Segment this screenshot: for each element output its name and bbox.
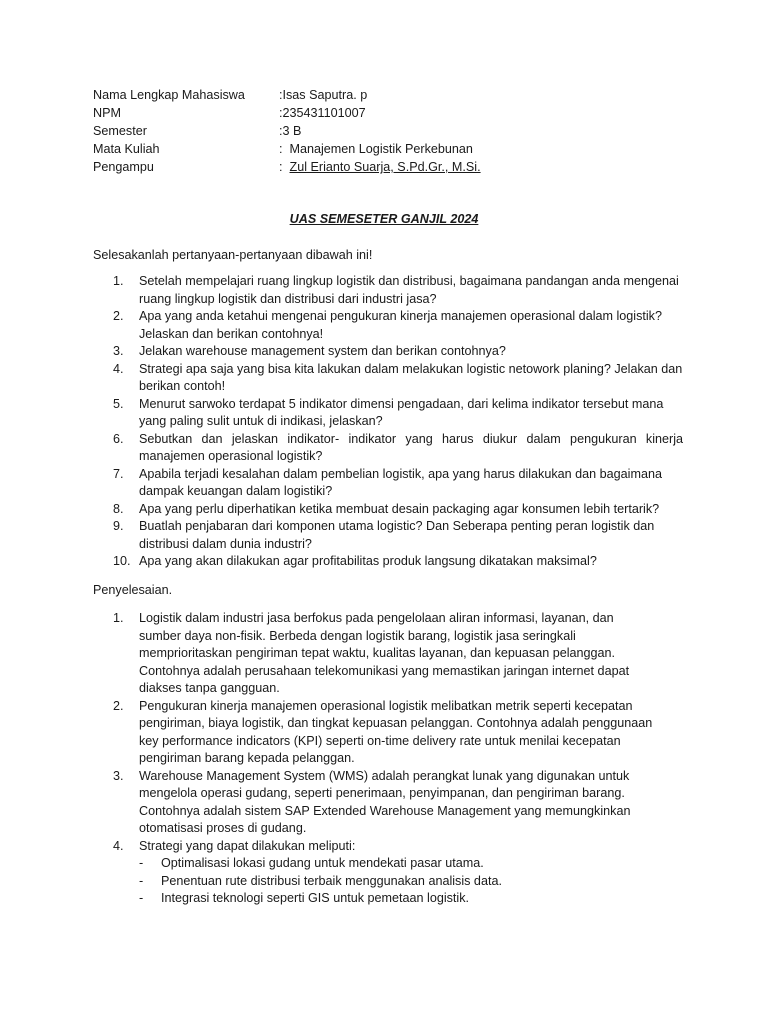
answer-number: 1. [113, 611, 124, 625]
info-label: Semester [93, 124, 147, 138]
question-number: 2. [113, 309, 124, 323]
question-text: Strategi apa saja yang bisa kita lakukan dalam melakukan logistic netowork planing? Jelakan dan berikan contoh! [139, 361, 683, 393]
answer-item [93, 768, 653, 838]
question-list [93, 273, 683, 571]
question-item [93, 361, 683, 396]
question-text: Apa yang anda ketahui mengenai pengukuran kinerja manajemen operasional dalam logistik? Jelaskan dan berikan contohnya! [139, 309, 662, 341]
question-number: 7. [113, 466, 124, 481]
answer-text: Logistik dalam industri jasa berfokus pada pengelolaan aliran informasi, layanan, dan sumber daya non-fisik. Berbeda dengan logistik barang, logistik jasa seringkali memprioritaskan pengiriman tepat waktu, kualitas layanan, dan kepuasan pelanggan. Contohnya adalah perusahaan telekomunikasi yang memastikan jaringan internet dapat diakses tanpa gangguan. [139, 611, 630, 695]
bullet-text: Integrasi teknologi seperti GIS untuk pemetaan logistik. [161, 891, 470, 905]
answer-item [93, 838, 653, 856]
answer-text: Pengukuran kinerja manajemen operasional logistik melibatkan metrik seperti kecepatan pengiriman, biaya logistik, dan tingkat kepuasan pelanggan. Contohnya adalah penggunaan key performance indicators (KPI) seperti on-time delivery rate untuk menilai kecepatan pengiriman barang kepada pelanggan. [139, 698, 653, 765]
bullet-point [139, 873, 653, 891]
bullet-point [139, 890, 653, 908]
question-text: Apa yang perlu diperhatikan ketika membuat desain packaging agar konsumen lebih tertarik? [139, 501, 660, 516]
question-item [93, 308, 683, 343]
exam-title: UAS SEMESETER GANJIL 2024 [289, 212, 479, 226]
info-row-course [93, 141, 693, 159]
question-item [93, 553, 683, 571]
bullet-text: Optimalisasi lokasi gudang untuk mendekati pasar utama. [161, 856, 484, 870]
info-colon: : [279, 124, 283, 138]
info-label: Nama Lengkap Mahasiswa [93, 88, 245, 102]
info-colon: : [279, 106, 283, 120]
answer-text: Warehouse Management System (WMS) adalah perangkat lunak yang digunakan untuk mengelola operasi gudang, seperti penerimaan, penyimpanan, dan pengiriman barang. Contohnya adalah sistem SAP Extended Warehouse Management yang memungkinkan otomatisasi proses di gudang. [139, 768, 631, 835]
info-label: NPM [93, 106, 121, 120]
answer-number: 4. [113, 838, 124, 853]
bullet-dash: - [139, 873, 144, 888]
question-item [93, 501, 683, 519]
question-text: Setelah mempelajari ruang lingkup logistik dan distribusi, bagaimana pandangan anda mengenai ruang lingkup logistik dan distribusi dari industri jasa? [139, 274, 679, 306]
question-text: Jelakan warehouse management system dan berikan contohnya? [139, 344, 506, 358]
question-item [93, 273, 683, 308]
info-row-npm [93, 105, 693, 123]
question-number: 8. [113, 501, 124, 516]
question-number: 4. [113, 361, 124, 376]
answer-number: 2. [113, 698, 124, 713]
bullet-point [139, 855, 653, 873]
question-number: 1. [113, 274, 124, 288]
answer-list [93, 610, 653, 908]
question-text: Buatlah penjabaran dari komponen utama logistic? Dan Seberapa penting peran logistik dan distribusi dalam dunia industri? [139, 519, 655, 551]
info-value: Isas Saputra. p [282, 88, 368, 102]
info-value: Zul Erianto Suarja, S.Pd.Gr., M.Si. [289, 160, 481, 174]
info-value: 3 B [282, 124, 302, 138]
question-text: Apa yang akan dilakukan agar profitabilitas produk langsung dikatakan maksimal? [139, 554, 597, 568]
info-colon: : [279, 88, 283, 102]
solution-heading: Penyelesaian. [93, 583, 173, 597]
question-item [93, 396, 683, 431]
question-number: 3. [113, 344, 124, 358]
question-text: Apabila terjadi kesalahan dalam pembelian logistik, apa yang harus dilakukan dan bagaimana dampak keuangan dalam logistiki? [139, 466, 662, 498]
answer-item [93, 610, 653, 698]
question-item [93, 431, 683, 466]
answer-text: Strategi yang dapat dilakukan meliputi: [139, 838, 356, 853]
info-row-semester [93, 123, 693, 141]
instruction-text: Selesakanlah pertanyaan-pertanyaan dibawah ini! [93, 248, 373, 262]
answer-item [93, 698, 653, 768]
info-label: Mata Kuliah [93, 142, 160, 156]
answer-number: 3. [113, 768, 124, 783]
info-value: 235431101007 [282, 106, 366, 120]
info-row-name [93, 87, 693, 105]
question-text: Sebutkan dan jelaskan indikator- indikator yang harus diukur dalam pengukuran kinerja manajemen operasional logistik? [139, 431, 683, 463]
info-colon: : [279, 142, 290, 156]
info-label: Pengampu [93, 160, 154, 174]
question-item [93, 466, 683, 501]
question-text: Menurut sarwoko terdapat 5 indikator dimensi pengadaan, dari kelima indikator tersebut mana yang paling sulit untuk di indikasi, jelaskan? [139, 396, 664, 428]
bullet-dash: - [139, 856, 144, 870]
question-number: 10. [113, 554, 131, 568]
question-item [93, 518, 683, 553]
info-row-lecturer [93, 159, 693, 177]
bullet-dash: - [139, 891, 144, 905]
bullet-text: Penentuan rute distribusi terbaik menggunakan analisis data. [161, 873, 502, 888]
info-value: Manajemen Logistik Perkebunan [289, 142, 473, 156]
question-number: 6. [113, 431, 124, 446]
question-number: 5. [113, 396, 124, 411]
student-info [93, 87, 693, 177]
question-number: 9. [113, 519, 124, 533]
question-item [93, 343, 683, 361]
info-colon: : [279, 160, 290, 174]
